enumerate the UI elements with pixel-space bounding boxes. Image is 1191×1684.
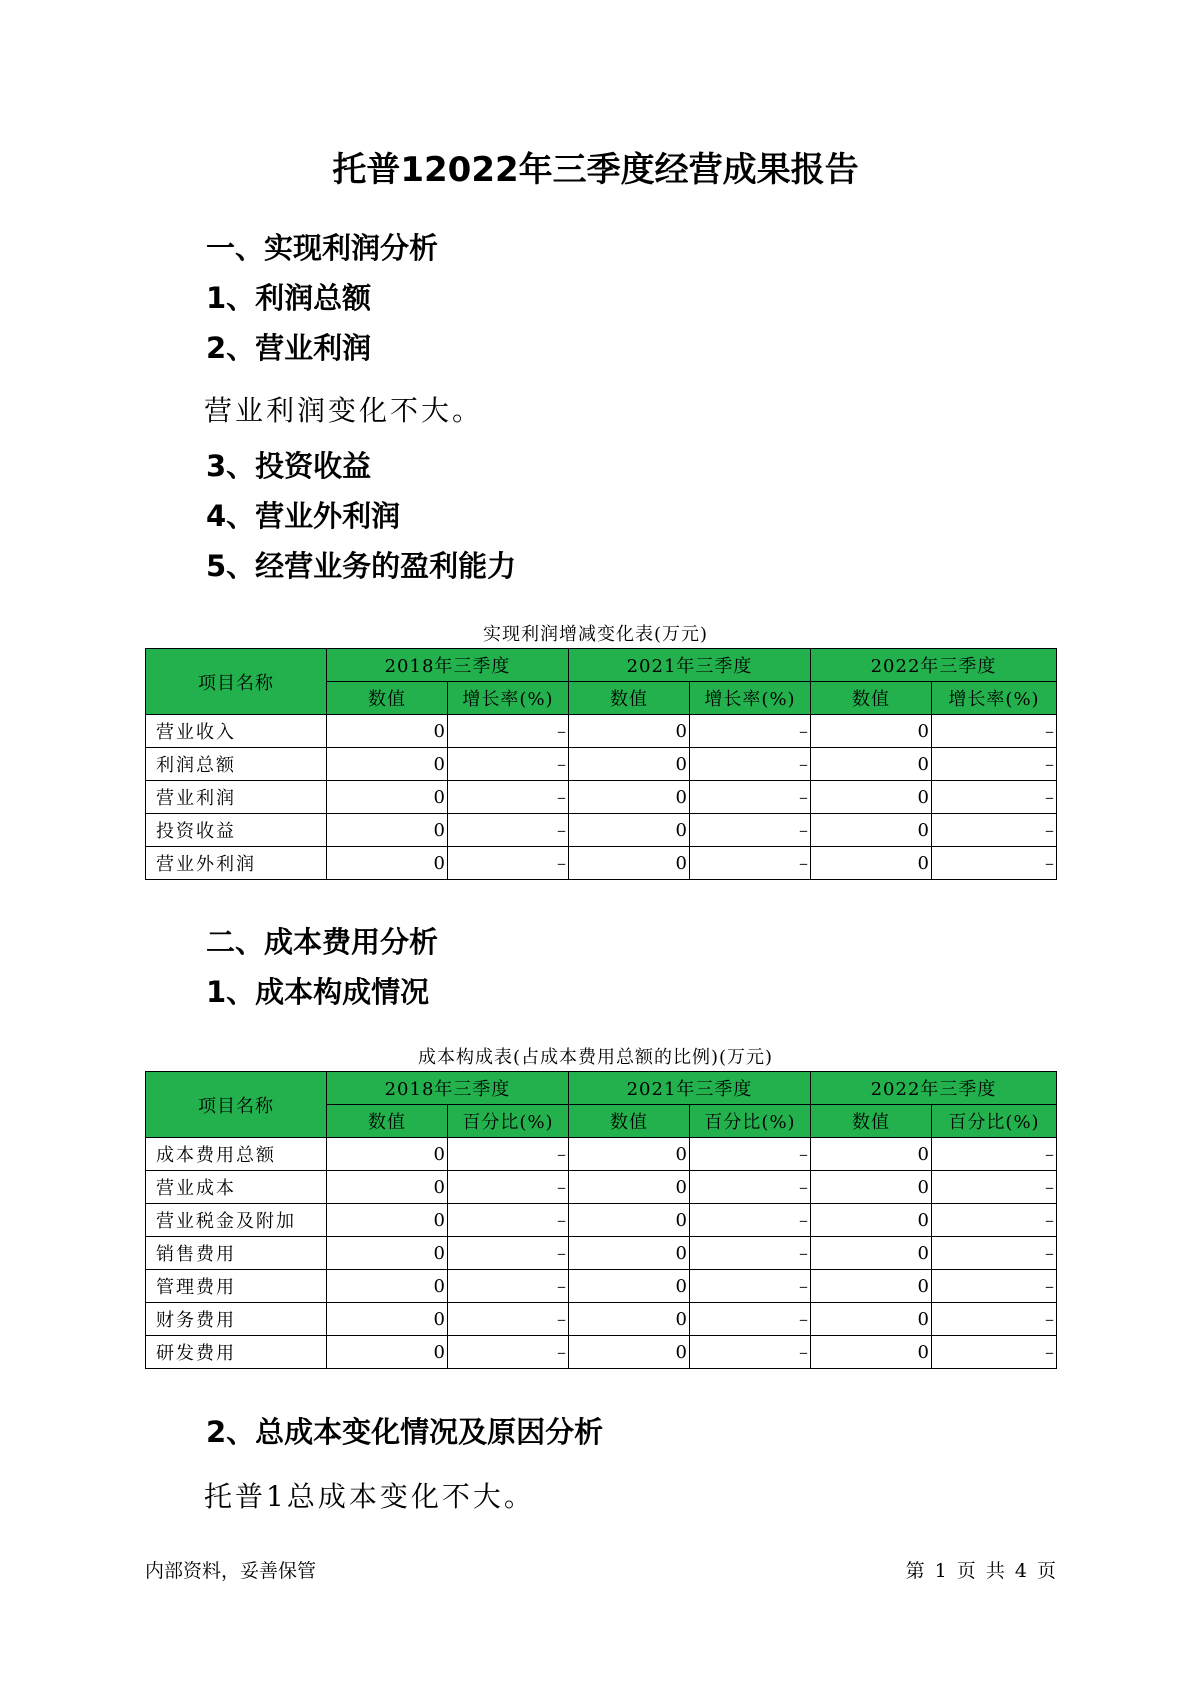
value-cell: 0 <box>327 781 448 814</box>
value-header: 数值 <box>569 1105 690 1138</box>
percent-cell: – <box>448 1204 569 1237</box>
percent-cell: – <box>690 1270 811 1303</box>
table-row <box>146 1237 1057 1270</box>
percent-cell: – <box>932 1237 1057 1270</box>
value-cell: 0 <box>811 1303 932 1336</box>
section1-heading: 一、实现利润分析 <box>206 231 439 265</box>
value-cell: 0 <box>327 1138 448 1171</box>
value-cell: 0 <box>327 1171 448 1204</box>
value-cell: 0 <box>569 715 690 748</box>
percent-cell: – <box>690 1237 811 1270</box>
value-header: 数值 <box>327 1105 448 1138</box>
percent-cell: – <box>690 1336 811 1369</box>
rate-cell: – <box>448 715 569 748</box>
period-header: 2021年三季度 <box>569 1072 811 1105</box>
row-name: 营业成本 <box>146 1171 327 1204</box>
value-cell: 0 <box>569 1171 690 1204</box>
table-row <box>146 814 1057 847</box>
value-cell: 0 <box>811 1336 932 1369</box>
growth-rate-header: 增长率(%) <box>690 682 811 715</box>
value-cell: 0 <box>569 1237 690 1270</box>
value-cell: 0 <box>569 1138 690 1171</box>
value-cell: 0 <box>569 781 690 814</box>
confidential-note: 内部资料，妥善保管 <box>145 1560 317 1582</box>
table-row <box>146 1171 1057 1204</box>
table-row <box>146 748 1057 781</box>
section2-sub1: 1、成本构成情况 <box>206 975 430 1009</box>
percent-cell: – <box>932 1303 1057 1336</box>
period-header: 2021年三季度 <box>569 649 811 682</box>
value-cell: 0 <box>327 814 448 847</box>
value-cell: 0 <box>327 1237 448 1270</box>
percent-cell: – <box>932 1270 1057 1303</box>
section2-heading: 二、成本费用分析 <box>206 925 439 959</box>
rate-cell: – <box>448 748 569 781</box>
rate-cell: – <box>690 847 811 880</box>
report-title: 托普12022年三季度经营成果报告 <box>332 150 859 190</box>
cost-structure-table <box>145 1071 1057 1369</box>
percent-cell: – <box>448 1303 569 1336</box>
rate-cell: – <box>932 847 1057 880</box>
value-header: 数值 <box>327 682 448 715</box>
rate-cell: – <box>932 781 1057 814</box>
growth-rate-header: 增长率(%) <box>448 682 569 715</box>
table-row <box>146 1303 1057 1336</box>
table-row <box>146 1336 1057 1369</box>
row-name: 财务费用 <box>146 1303 327 1336</box>
rate-cell: – <box>932 748 1057 781</box>
value-cell: 0 <box>811 847 932 880</box>
value-cell: 0 <box>811 1138 932 1171</box>
section1-sub3: 3、投资收益 <box>206 449 372 483</box>
value-cell: 0 <box>811 748 932 781</box>
percent-cell: – <box>448 1138 569 1171</box>
period-header: 2022年三季度 <box>811 1072 1057 1105</box>
percent-cell: – <box>932 1336 1057 1369</box>
percent-header: 百分比(%) <box>448 1105 569 1138</box>
page-number: 第 1 页 共 4 页 <box>905 1560 1056 1582</box>
row-name: 营业收入 <box>146 715 327 748</box>
rate-cell: – <box>690 748 811 781</box>
value-cell: 0 <box>569 1270 690 1303</box>
period-header: 2022年三季度 <box>811 649 1057 682</box>
value-cell: 0 <box>569 748 690 781</box>
percent-cell: – <box>932 1138 1057 1171</box>
percent-cell: – <box>690 1204 811 1237</box>
value-cell: 0 <box>569 814 690 847</box>
value-cell: 0 <box>327 1204 448 1237</box>
row-name: 利润总额 <box>146 748 327 781</box>
table2-caption: 成本构成表(占成本费用总额的比例)(万元) <box>417 1047 774 1068</box>
percent-cell: – <box>448 1237 569 1270</box>
section1-sub2: 2、营业利润 <box>206 331 372 365</box>
item-name-header: 项目名称 <box>146 1072 327 1138</box>
value-cell: 0 <box>569 1336 690 1369</box>
row-name: 投资收益 <box>146 814 327 847</box>
value-header: 数值 <box>569 682 690 715</box>
profit-change-table <box>145 648 1057 880</box>
value-cell: 0 <box>811 1171 932 1204</box>
value-cell: 0 <box>811 1237 932 1270</box>
percent-cell: – <box>932 1204 1057 1237</box>
value-cell: 0 <box>569 847 690 880</box>
value-cell: 0 <box>569 1303 690 1336</box>
value-cell: 0 <box>327 748 448 781</box>
percent-cell: – <box>690 1171 811 1204</box>
rate-cell: – <box>448 814 569 847</box>
rate-cell: – <box>932 715 1057 748</box>
section2-paragraph: 托普1总成本变化不大。 <box>204 1480 535 1513</box>
row-name: 营业税金及附加 <box>146 1204 327 1237</box>
rate-cell: – <box>932 814 1057 847</box>
percent-cell: – <box>690 1303 811 1336</box>
value-cell: 0 <box>327 1336 448 1369</box>
value-cell: 0 <box>327 1270 448 1303</box>
value-cell: 0 <box>327 847 448 880</box>
row-name: 营业外利润 <box>146 847 327 880</box>
item-name-header: 项目名称 <box>146 649 327 715</box>
period-header: 2018年三季度 <box>327 1072 569 1105</box>
table-row <box>146 1204 1057 1237</box>
value-header: 数值 <box>811 682 932 715</box>
percent-cell: – <box>690 1138 811 1171</box>
table-row <box>146 715 1057 748</box>
value-cell: 0 <box>811 1204 932 1237</box>
value-cell: 0 <box>811 1270 932 1303</box>
section1-sub4: 4、营业外利润 <box>206 499 401 533</box>
rate-cell: – <box>448 847 569 880</box>
row-name: 成本费用总额 <box>146 1138 327 1171</box>
rate-cell: – <box>690 814 811 847</box>
period-header: 2018年三季度 <box>327 649 569 682</box>
table1-caption: 实现利润增减变化表(万元) <box>482 624 709 645</box>
section1-paragraph: 营业利润变化不大。 <box>204 394 484 427</box>
value-cell: 0 <box>811 715 932 748</box>
row-name: 销售费用 <box>146 1237 327 1270</box>
percent-cell: – <box>448 1270 569 1303</box>
value-cell: 0 <box>327 715 448 748</box>
rate-cell: – <box>448 781 569 814</box>
growth-rate-header: 增长率(%) <box>932 682 1057 715</box>
percent-cell: – <box>448 1336 569 1369</box>
rate-cell: – <box>690 781 811 814</box>
value-header: 数值 <box>811 1105 932 1138</box>
value-cell: 0 <box>811 814 932 847</box>
rate-cell: – <box>690 715 811 748</box>
row-name: 管理费用 <box>146 1270 327 1303</box>
percent-header: 百分比(%) <box>932 1105 1057 1138</box>
row-name: 营业利润 <box>146 781 327 814</box>
row-name: 研发费用 <box>146 1336 327 1369</box>
table-row <box>146 1270 1057 1303</box>
table-row <box>146 781 1057 814</box>
section1-sub5: 5、经营业务的盈利能力 <box>206 549 517 583</box>
section2-sub2: 2、总成本变化情况及原因分析 <box>206 1415 604 1449</box>
percent-header: 百分比(%) <box>690 1105 811 1138</box>
table-row <box>146 1138 1057 1171</box>
value-cell: 0 <box>569 1204 690 1237</box>
table-row <box>146 847 1057 880</box>
section1-sub1: 1、利润总额 <box>206 281 372 315</box>
percent-cell: – <box>932 1171 1057 1204</box>
value-cell: 0 <box>811 781 932 814</box>
value-cell: 0 <box>327 1303 448 1336</box>
percent-cell: – <box>448 1171 569 1204</box>
